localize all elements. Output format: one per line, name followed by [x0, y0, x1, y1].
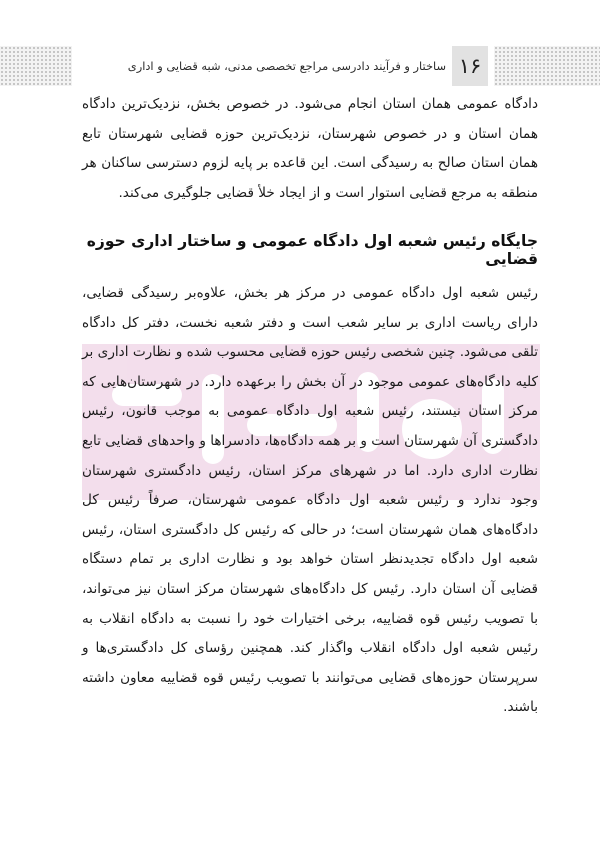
page-number: ۱۶ [458, 54, 482, 78]
page-number-box [452, 46, 488, 86]
header-dot-pattern-right [494, 46, 600, 86]
page-header [0, 46, 600, 86]
paragraph-1: دادگاه عمومی همان استان انجام می‌شود. در خصوص بخش، نزدیک‌ترین دادگاه همان استان و در خصوص شهرستان، نزدیک‌ترین حوزه قضایی شهرستان تابع همان استان صالح به رسیدگی است. این قاعده بر پایه لزوم دسترسی ساکنان هر منطقه به مرجع قضایی استوار است و از ایجاد خلأ قضایی جلوگیری می‌کند. [82, 96, 538, 201]
running-title: ساختار و فرآیند دادرسی مراجع تخصصی مدنی، شبه قضایی و اداری [127, 59, 446, 73]
paragraph-2: رئیس شعبه اول دادگاه عمومی در مرکز هر بخش، علاوه‌بر رسیدگی قضایی، دارای ریاست اداری بر سایر شعب است و دفتر شعبه نخست، دفتر کل دادگاه تلقی می‌شود. چنین شخصی رئیس حوزه قضایی محسوب شده و نظارت اداری بر کلیه دادگاه‌های عمومی موجود در آن بخش را برعهده دارد. در شهرستان‌هایی که مرکز استان نیستند، رئیس شعبه اول دادگاه عمومی به موجب قانون، رئیس دادگستری آن شهرستان است و بر همه دادگاه‌ها، دادسراها و واحدهای قضایی تابع نظارت اداری دارد. اما در شهرهای مرکز استان، رئیس دادگستری شهرستان وجود ندارد و رئیس شعبه اول دادگاه عمومی شهرستان، صرفاً رئیس کل دادگاه‌های همان شهرستان است؛ در حالی که رئیس کل دادگستری استان، رئیس شعبه اول دادگاه تجدیدنظر استان خواهد بود و نظارت اداری بر تمام دستگاه قضایی آن استان دارد. رئیس کل دادگاه‌های شهرستان مرکز استان نیز می‌تواند، با تصویب رئیس قوه قضاییه، برخی اختیارات خود را نسبت به دادگاه انقلاب به رئیس شعبه اول دادگاه انقلاب واگذار کند. همچنین رؤسای کل دادگستری‌ها و سرپرستان حوزه‌های قضایی می‌توانند با تصویب رئیس قوه قضاییه معاون داشته باشند. [82, 285, 538, 716]
header-dot-pattern-left [0, 46, 72, 86]
section-heading: جایگاه رئیس شعبه اول دادگاه عمومی و ساختار اداری حوزه قضایی [86, 232, 538, 268]
